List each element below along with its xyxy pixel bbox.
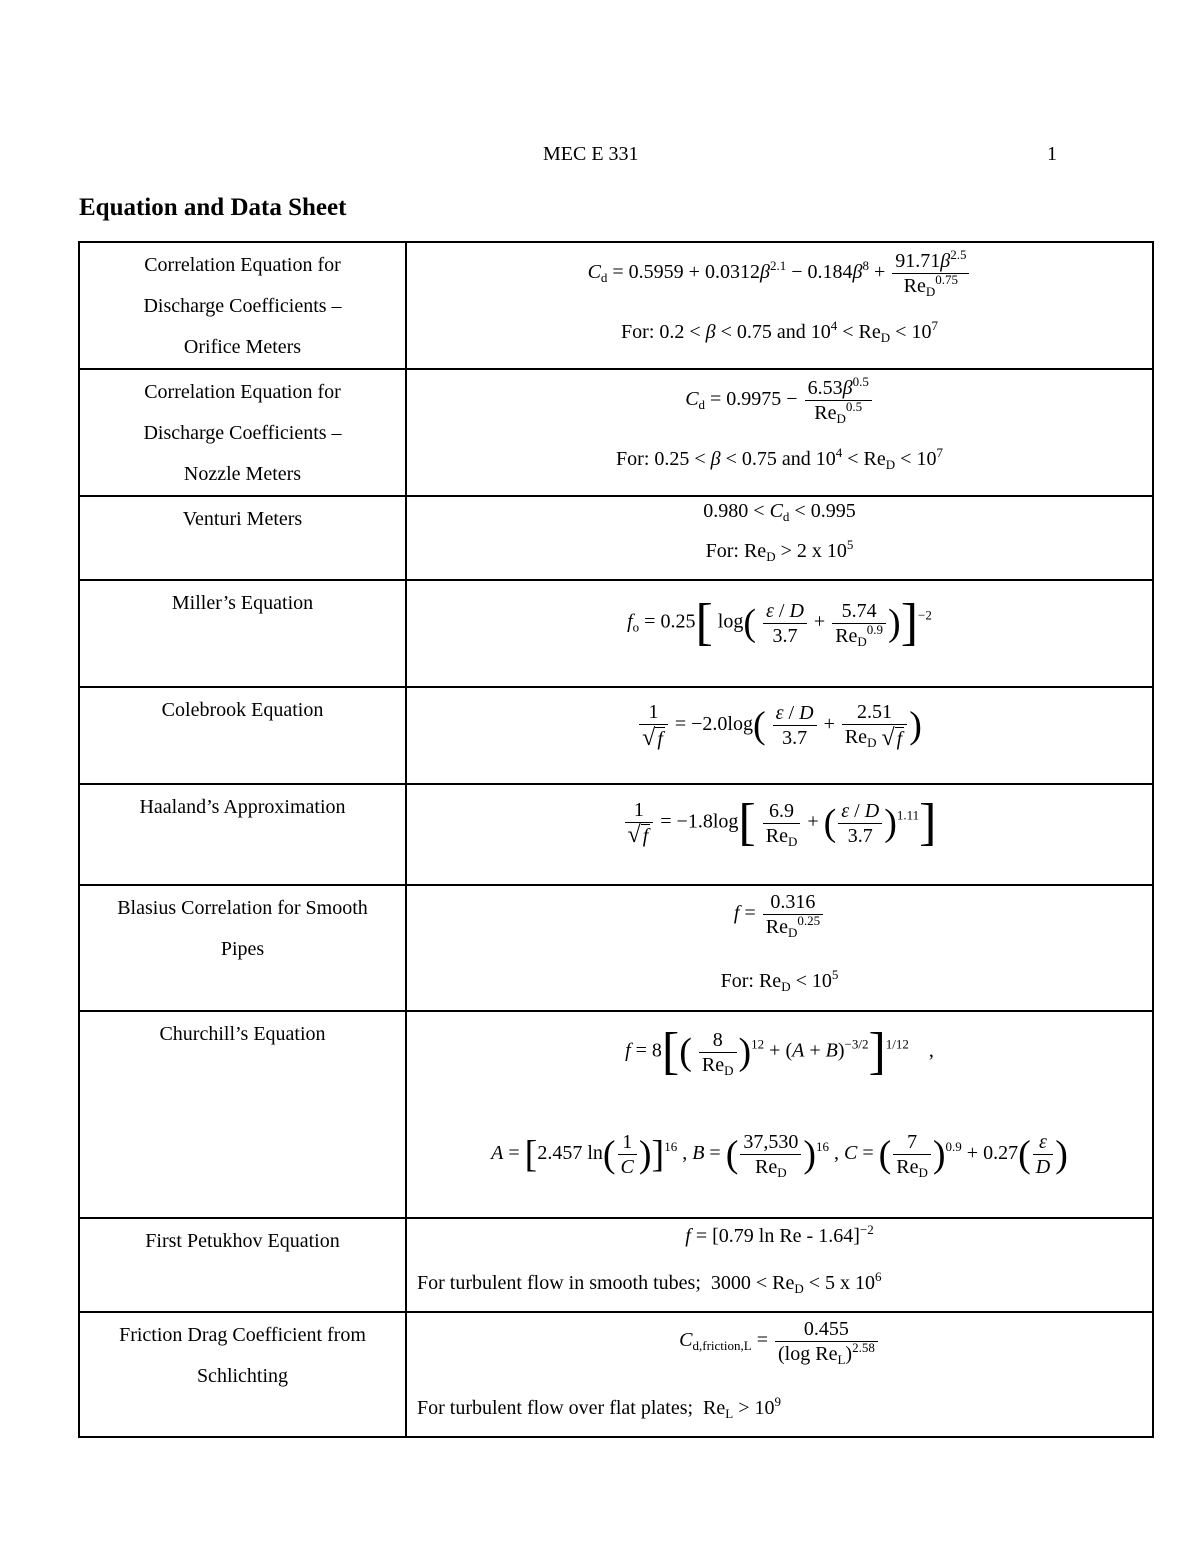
table-row bbox=[79, 687, 1153, 784]
miller-equation: $f_o = 0.25$[ log( $\frac{\varepsilon / D}{3.7}$ + $\frac{5.74}{Re_D^{0.9}}$ )]$^{-2}$ bbox=[627, 594, 932, 651]
equation-cell bbox=[406, 242, 1153, 369]
row-label: Colebrook Equation bbox=[79, 687, 406, 784]
nozzle-condition: For: 0.25 < β < 0.75 and $10^4 < Re_D < 10^7$ bbox=[616, 445, 943, 472]
table-row bbox=[79, 369, 1153, 496]
venturi-condition: For: $Re_D > 2$ x $10^5$ bbox=[705, 537, 854, 564]
churchill-terms: A = [2.457 ln( $\frac{1}{C}$ )]$^{16}$ , B = ( $\frac{37,530}{Re_D}$ )$^{16}$ , C = ( $\frac{7}{Re_D}$ )$^{0.9}$ + 0.27( $\frac{\varepsilon}{D}$ ) bbox=[491, 1131, 1068, 1180]
equation-cell bbox=[406, 784, 1153, 885]
page-number: 1 bbox=[1047, 143, 1057, 165]
table-row bbox=[79, 580, 1153, 687]
orifice-condition: For: 0.2 < β < 0.75 and $10^4 < Re_D < 10^7$ bbox=[621, 318, 938, 345]
blasius-condition: For: $Re_D < 10^5$ bbox=[720, 967, 839, 994]
colebrook-equation: $\frac{1}{√ f}$ = −2.0log( $\frac{\varepsilon / D}{3.7}$ + $\frac{2.51}{Re_D √ f}$ ) bbox=[407, 700, 1152, 751]
table-row bbox=[79, 1218, 1153, 1312]
blasius-equation: f = $\frac{0.316}{Re_D^{0.25}}$ bbox=[407, 890, 1152, 939]
schlichting-condition: For turbulent flow over flat plates; $Re_L > 10^9$ bbox=[417, 1394, 781, 1421]
haaland-equation: $\frac{1}{√ f}$ = −1.8log[ $\frac{6.9}{Re_D}$ + ( $\frac{\varepsilon / D}{3.7}$ )$^{1.11}$] bbox=[407, 797, 1152, 849]
equation-table bbox=[78, 241, 1154, 1438]
equation-cell bbox=[406, 496, 1153, 580]
equation-cell bbox=[406, 369, 1153, 496]
row-label: Correlation Equation for Discharge Coefficients – Nozzle Meters bbox=[79, 369, 406, 496]
equation-cell bbox=[406, 1011, 1153, 1218]
table-row bbox=[79, 1011, 1153, 1218]
table-row bbox=[79, 242, 1153, 369]
course-header: MEC E 331 bbox=[543, 143, 639, 165]
equation-cell bbox=[406, 1218, 1153, 1312]
equation-cell bbox=[406, 580, 1153, 687]
orifice-equation: $C_d = 0.5959 + 0.0312\beta^{2.1} - 0.184\beta^8$ + $\frac{91.71\beta^{2.5}}{Re_D^{0.75}}$ bbox=[407, 249, 1152, 298]
petukhov-condition: For turbulent flow in smooth tubes; $3000 < Re_D < 5$ x $10^6$ bbox=[417, 1269, 882, 1296]
churchill-equation: f = 8[( $\frac{8}{Re_D}$ )$^{12} + (A + B)^{-3/2}]^{1/12}$ , bbox=[625, 1023, 934, 1080]
row-label: Blasius Correlation for Smooth Pipes bbox=[79, 885, 406, 1011]
equation-cell bbox=[406, 687, 1153, 784]
row-label: Haaland’s Approximation bbox=[79, 784, 406, 885]
row-label: First Petukhov Equation bbox=[79, 1218, 406, 1312]
table-row bbox=[79, 784, 1153, 885]
row-label: Miller’s Equation bbox=[79, 580, 406, 687]
page-title: Equation and Data Sheet bbox=[79, 194, 347, 221]
row-label: Venturi Meters bbox=[79, 496, 406, 580]
nozzle-equation: $C_d = 0.9975$ − $\frac{6.53\beta^{0.5}}{Re_D^{0.5}}$ bbox=[407, 376, 1152, 425]
table-row bbox=[79, 1312, 1153, 1437]
petukhov-equation: f = [0.79 ln Re - 1.64]$^{-2}$ bbox=[685, 1222, 874, 1247]
venturi-equation: $0.980 < C_d < 0.995$ bbox=[703, 500, 856, 524]
schlichting-equation: $C_{d,friction,L}$ = $\frac{0.455}{(\log Re_L)^{2.58}}$ bbox=[407, 1317, 1152, 1366]
row-label: Friction Drag Coefficient from Schlichting bbox=[79, 1312, 406, 1437]
table-row bbox=[79, 885, 1153, 1011]
row-label: Churchill’s Equation bbox=[79, 1011, 406, 1218]
equation-cell bbox=[406, 885, 1153, 1011]
equation-cell bbox=[406, 1312, 1153, 1437]
table-row bbox=[79, 496, 1153, 580]
row-label: Correlation Equation for Discharge Coefficients – Orifice Meters bbox=[79, 242, 406, 369]
